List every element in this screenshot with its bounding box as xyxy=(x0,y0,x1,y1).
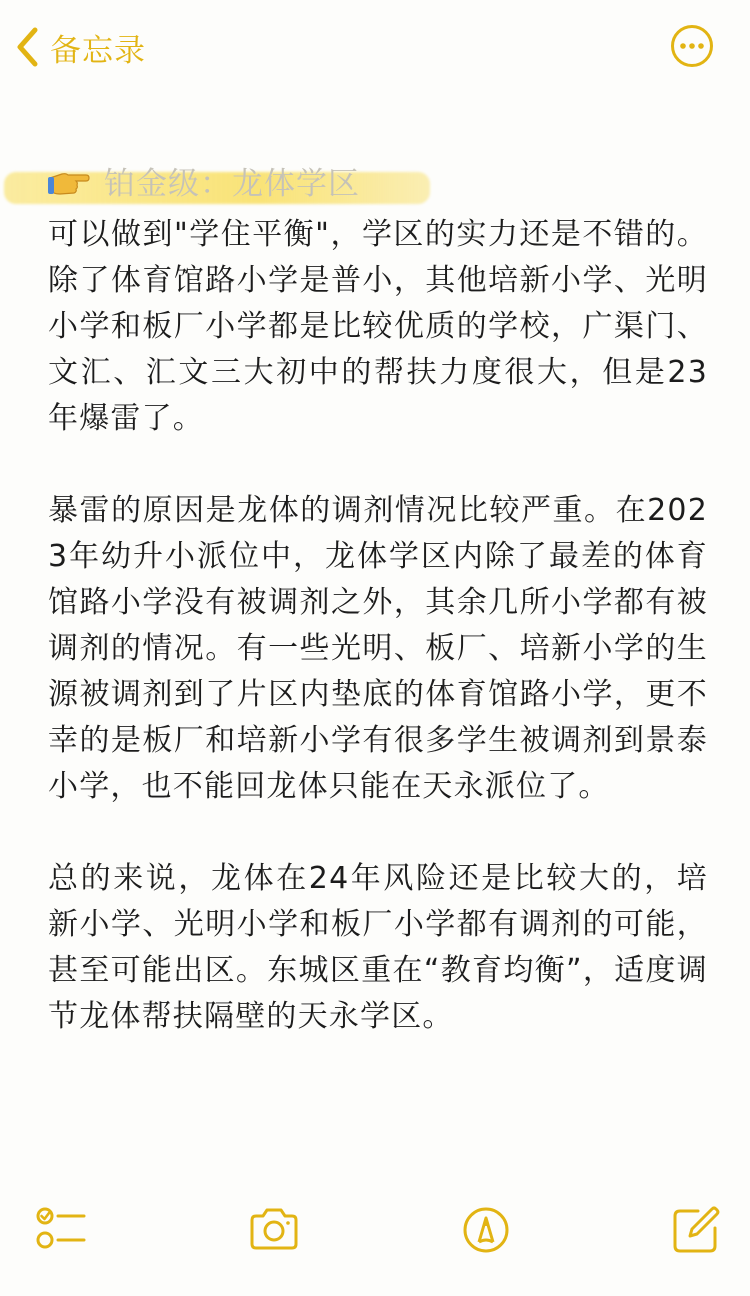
paragraph-2: 暴雷的原因是龙体的调剂情况比较严重。在2023年幼升小派位中，龙体学区内除了最差的体育馆路小学没有被调剂之外，其余几所小学都有被调剂的情况。有一些光明、板厂、培新小学的生源被调剂到了片区内垫底的体育馆路小学，更不幸的是板厂和培新小学有很多学生被调剂到景泰小学，也不能回龙体只能在天永派位了。 xyxy=(48,493,708,804)
back-button[interactable] xyxy=(14,22,146,72)
chevron-left-icon xyxy=(14,25,40,69)
checklist-icon xyxy=(34,1202,90,1258)
markup-pen-icon xyxy=(458,1202,514,1258)
note-body[interactable] xyxy=(48,150,708,1040)
navigation-bar xyxy=(0,0,750,100)
paragraph-1: 可以做到"学住平衡"，学区的实力还是不错的。除了体育馆路小学是普小，其他培新小学、光明小学和板厂小学都是比较优质的学校，广渠门、文汇、汇文三大初中的帮扶力度很大，但是23年爆雷了。 xyxy=(48,217,708,436)
bottom-toolbar xyxy=(0,1186,750,1296)
pointing-hand-icon xyxy=(48,170,90,206)
back-label: 备忘录 xyxy=(50,32,146,69)
camera-button[interactable] xyxy=(246,1202,302,1258)
checklist-button[interactable] xyxy=(34,1202,90,1258)
more-ellipsis-icon xyxy=(670,24,714,68)
camera-icon xyxy=(246,1202,302,1258)
note-heading xyxy=(48,150,708,212)
markup-button[interactable] xyxy=(458,1202,514,1258)
heading-text: 铂金级：龙体学区 xyxy=(104,166,360,202)
paragraph-3: 总的来说，龙体在24年风险还是比较大的，培新小学、光明小学和板厂小学都有调剂的可能，甚至可能出区。东城区重在“教育均衡”，适度调节龙体帮扶隔壁的天永学区。 xyxy=(48,861,708,1034)
compose-button[interactable] xyxy=(668,1202,724,1258)
compose-icon xyxy=(668,1202,724,1258)
more-button[interactable] xyxy=(670,24,714,68)
